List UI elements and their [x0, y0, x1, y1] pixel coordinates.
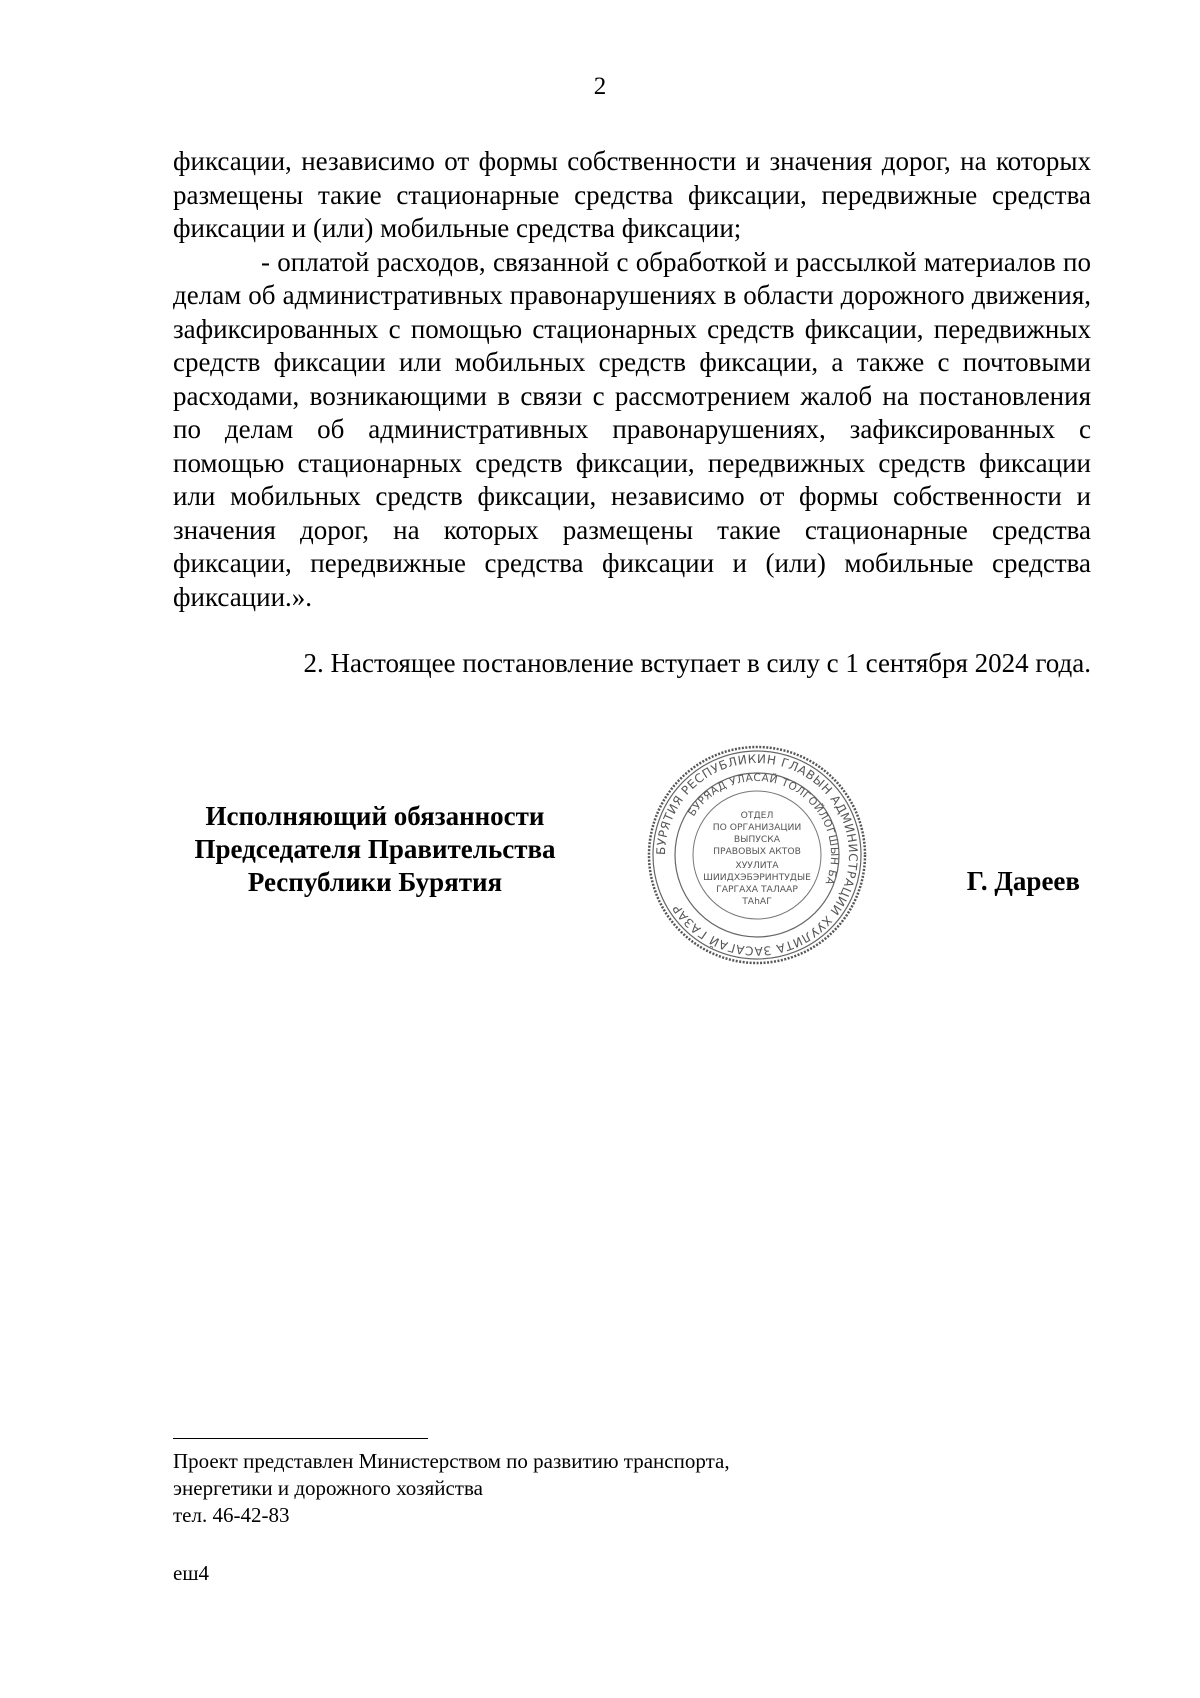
seal-center-line: ГАРГАХА ТАЛААР [716, 884, 798, 895]
footer-note-line: Проект представлен Министерством по развитию транспорта, [173, 1449, 730, 1473]
page-number: 2 [593, 73, 607, 100]
seal-center-line: ПО ОРГАНИЗАЦИИ [712, 822, 802, 833]
paragraph-effective-date: 2. Настоящее постановление вступает в силу с 1 сентября 2024 года. [303, 648, 1091, 678]
seal-center-line: ТАһАГ [742, 896, 772, 907]
paragraph-continuation: фиксации, независимо от формы собственности и значения дорог, на которых размещены такие стационарные средства фиксации, передвижные средства фиксации и (или) мобильные средства фиксации; [173, 146, 1091, 243]
seal-center-line: ВЫПУСКА [733, 834, 781, 845]
signatory-position-line: Председателя Правительства [194, 834, 556, 864]
document-code: еш4 [173, 1561, 209, 1585]
signatory-position [175, 800, 575, 899]
seal-center-line: ОТДЕЛ [740, 810, 774, 821]
footer-note-line: энергетики и дорожного хозяйства [173, 1476, 483, 1500]
seal-center-line: ХУУЛИТА [735, 860, 779, 871]
footer-note [173, 1448, 973, 1529]
paragraph-list-item: - оплатой расходов, связанной с обработкой и рассылкой материалов по делам об административных правонарушениях в области дорожного движения, зафиксированных с помощью стационарных средств фиксации, передвижных средств фиксации или мобильных средств фиксации, а также с почтовыми расходами, возникающими в связи с рассмотрением жалоб на постановления по делам об административных правонарушениях, зафиксированных с помощью стационарных средств фиксации, передвижных средств фиксации или мобильных средств фиксации, независимо от формы собственности и значения дорог, на которых размещены такие стационарные средства фиксации, передвижные средства фиксации и (или) мобильные средства фиксации.». [173, 246, 1091, 612]
footer-note-line: тел. 46-42-83 [173, 1503, 290, 1527]
seal-center-line: ШИИДХЭБЭРИНТУДЫЕ [703, 872, 811, 883]
signatory-position-line: Исполняющий обязанности [205, 801, 545, 831]
seal-center-line: ПРАВОВЫХ АКТОВ [713, 846, 801, 857]
signatory-position-line: Республики Бурятия [247, 867, 503, 897]
document-body [173, 145, 1091, 681]
signatory-name: Г. Дареев [966, 866, 1080, 896]
official-seal [642, 740, 872, 970]
seal-outer-text: БУРЯТИЯ РЕСПУБЛИКИН ГЛАВЫН АДМИНИСТРАЦИИ ХУУЛИТА ЗАСАГАЙ ГАЗАР [653, 751, 861, 959]
footer-divider [173, 1438, 428, 1439]
seal-inner-text: БУРЯАД УЛАСАЙ ТОЛГОЙЛОГШЫН БА [686, 771, 841, 887]
